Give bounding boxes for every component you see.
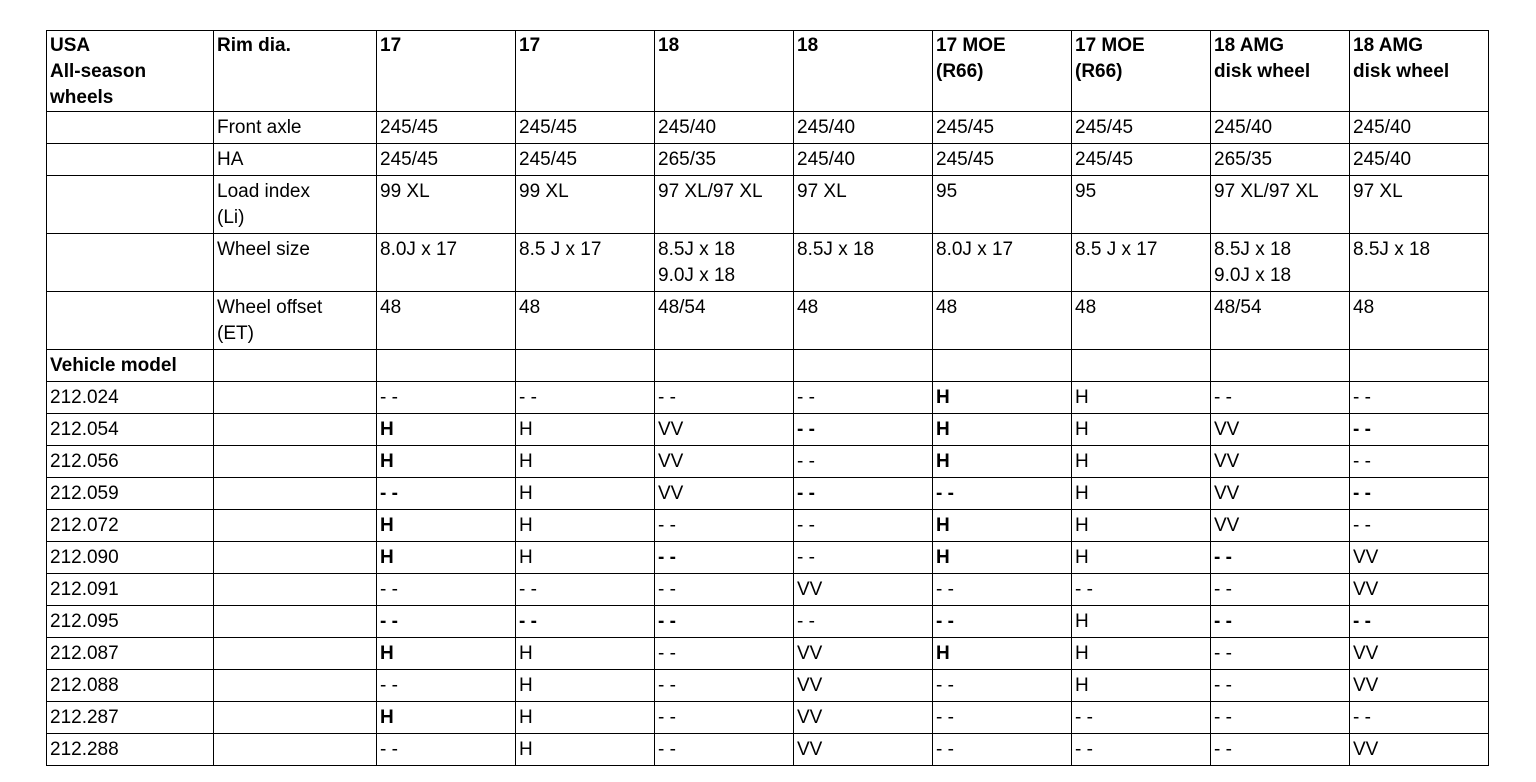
spec-row (47, 144, 1489, 176)
rim-dia-label: Rim dia. (214, 31, 377, 112)
fitment-cell: - - (655, 734, 794, 766)
fitment-cell: H (1072, 382, 1211, 414)
vehicle-model-cell: 212.091 (47, 574, 214, 606)
empty-cell (47, 112, 214, 144)
fitment-cell: - - (794, 446, 933, 478)
fitment-cell: - - (933, 702, 1072, 734)
column-header: 17 MOE (R66) (933, 31, 1072, 112)
spec-value: 265/35 (1211, 144, 1350, 176)
fitment-cell: - - (1350, 414, 1489, 446)
spec-value: 245/40 (1350, 112, 1489, 144)
table-row (47, 702, 1489, 734)
spec-value: 97 XL/97 XL (655, 176, 794, 234)
column-header: 17 (377, 31, 516, 112)
spec-value: 8.5 J x 17 (1072, 234, 1211, 292)
empty-cell (214, 382, 377, 414)
empty-cell (214, 446, 377, 478)
fitment-cell: H (516, 446, 655, 478)
table-body (47, 31, 1489, 766)
fitment-cell: - - (933, 478, 1072, 510)
spec-value: 48 (933, 292, 1072, 350)
fitment-cell: - - (933, 606, 1072, 638)
table-row (47, 574, 1489, 606)
fitment-cell: - - (516, 574, 655, 606)
fitment-cell: - - (1211, 382, 1350, 414)
fitment-cell: H (377, 702, 516, 734)
spec-value: 97 XL/97 XL (1211, 176, 1350, 234)
fitment-cell: - - (655, 606, 794, 638)
vehicle-model-cell: 212.087 (47, 638, 214, 670)
fitment-cell: VV (1350, 638, 1489, 670)
spec-value: 48 (1350, 292, 1489, 350)
empty-cell (214, 510, 377, 542)
fitment-cell: VV (655, 414, 794, 446)
spec-row (47, 112, 1489, 144)
spec-label: Wheel size (214, 234, 377, 292)
wheel-compatibility-table (46, 30, 1489, 766)
column-header: 18 AMG disk wheel (1211, 31, 1350, 112)
fitment-cell: - - (655, 510, 794, 542)
empty-cell (1072, 350, 1211, 382)
fitment-cell: - - (933, 670, 1072, 702)
empty-cell (214, 606, 377, 638)
fitment-cell: H (516, 702, 655, 734)
fitment-cell: VV (794, 638, 933, 670)
column-header: 18 AMG disk wheel (1350, 31, 1489, 112)
spec-value: 8.5J x 18 9.0J x 18 (655, 234, 794, 292)
fitment-cell: VV (655, 478, 794, 510)
spec-value: 8.5J x 18 (1350, 234, 1489, 292)
empty-cell (794, 350, 933, 382)
fitment-cell: - - (516, 606, 655, 638)
table-row (47, 510, 1489, 542)
fitment-cell: - - (1211, 606, 1350, 638)
column-header: 18 (655, 31, 794, 112)
spec-value: 48/54 (1211, 292, 1350, 350)
spec-value: 99 XL (377, 176, 516, 234)
empty-cell (214, 670, 377, 702)
empty-cell (1211, 350, 1350, 382)
spec-value: 48 (1072, 292, 1211, 350)
fitment-cell: H (933, 542, 1072, 574)
fitment-cell: - - (655, 638, 794, 670)
fitment-cell: H (516, 510, 655, 542)
fitment-cell: H (516, 670, 655, 702)
fitment-cell: - - (1350, 510, 1489, 542)
fitment-cell: - - (1350, 478, 1489, 510)
vehicle-model-row (47, 350, 1489, 382)
fitment-cell: - - (1350, 446, 1489, 478)
fitment-cell: H (1072, 670, 1211, 702)
fitment-cell: H (933, 510, 1072, 542)
fitment-cell: - - (655, 574, 794, 606)
empty-cell (47, 234, 214, 292)
fitment-cell: VV (794, 670, 933, 702)
fitment-cell: H (516, 478, 655, 510)
fitment-cell: - - (794, 382, 933, 414)
column-header: 18 (794, 31, 933, 112)
fitment-cell: VV (794, 734, 933, 766)
fitment-cell: - - (1350, 382, 1489, 414)
fitment-cell: H (1072, 510, 1211, 542)
vehicle-model-cell: 212.090 (47, 542, 214, 574)
fitment-cell: - - (1072, 574, 1211, 606)
fitment-cell: VV (1211, 446, 1350, 478)
header-row (47, 31, 1489, 112)
fitment-cell: - - (1350, 702, 1489, 734)
fitment-cell: VV (1211, 478, 1350, 510)
fitment-cell: H (933, 414, 1072, 446)
spec-value: 97 XL (1350, 176, 1489, 234)
spec-value: 8.5 J x 17 (516, 234, 655, 292)
spec-value: 245/45 (516, 112, 655, 144)
fitment-cell: H (377, 510, 516, 542)
column-header: 17 MOE (R66) (1072, 31, 1211, 112)
spec-row (47, 234, 1489, 292)
spec-label: Load index (Li) (214, 176, 377, 234)
spec-value: 245/45 (377, 144, 516, 176)
fitment-cell: - - (377, 606, 516, 638)
vehicle-model-cell: 212.024 (47, 382, 214, 414)
fitment-cell: - - (655, 702, 794, 734)
empty-cell (47, 292, 214, 350)
fitment-cell: - - (377, 734, 516, 766)
fitment-cell: VV (794, 702, 933, 734)
table-row (47, 446, 1489, 478)
empty-cell (214, 542, 377, 574)
fitment-cell: - - (1211, 702, 1350, 734)
table-row (47, 734, 1489, 766)
fitment-cell: - - (794, 510, 933, 542)
fitment-cell: VV (1350, 542, 1489, 574)
fitment-cell: H (377, 446, 516, 478)
fitment-cell: - - (1211, 734, 1350, 766)
fitment-cell: - - (1072, 702, 1211, 734)
empty-cell (214, 734, 377, 766)
spec-value: 245/45 (933, 144, 1072, 176)
fitment-cell: - - (794, 478, 933, 510)
fitment-cell: - - (1350, 606, 1489, 638)
spec-value: 265/35 (655, 144, 794, 176)
spec-value: 8.0J x 17 (377, 234, 516, 292)
spec-label: Wheel offset (ET) (214, 292, 377, 350)
fitment-cell: H (1072, 446, 1211, 478)
table-row (47, 478, 1489, 510)
spec-value: 8.5J x 18 (794, 234, 933, 292)
vehicle-model-cell: 212.056 (47, 446, 214, 478)
fitment-cell: H (516, 734, 655, 766)
vehicle-model-cell: 212.095 (47, 606, 214, 638)
fitment-cell: - - (655, 542, 794, 574)
vehicle-model-cell: 212.288 (47, 734, 214, 766)
fitment-cell: H (933, 638, 1072, 670)
fitment-cell: - - (933, 574, 1072, 606)
fitment-cell: - - (655, 670, 794, 702)
spec-value: 245/45 (516, 144, 655, 176)
table-row (47, 414, 1489, 446)
spec-value: 245/45 (1072, 112, 1211, 144)
spec-value: 48/54 (655, 292, 794, 350)
fitment-cell: H (1072, 638, 1211, 670)
fitment-cell: H (377, 414, 516, 446)
fitment-cell: - - (794, 414, 933, 446)
spec-value: 95 (933, 176, 1072, 234)
fitment-cell: - - (1211, 670, 1350, 702)
fitment-cell: H (933, 446, 1072, 478)
spec-value: 245/40 (794, 112, 933, 144)
fitment-cell: H (1072, 478, 1211, 510)
spec-value: 245/40 (794, 144, 933, 176)
fitment-cell: VV (794, 574, 933, 606)
spec-row (47, 176, 1489, 234)
fitment-cell: - - (516, 382, 655, 414)
fitment-cell: H (377, 542, 516, 574)
spec-value: 48 (516, 292, 655, 350)
spec-value: 245/40 (1211, 112, 1350, 144)
fitment-cell: H (1072, 606, 1211, 638)
spec-value: 245/45 (933, 112, 1072, 144)
fitment-cell: VV (1211, 414, 1350, 446)
empty-cell (47, 176, 214, 234)
fitment-cell: VV (655, 446, 794, 478)
spec-row (47, 292, 1489, 350)
fitment-cell: H (516, 638, 655, 670)
column-header: 17 (516, 31, 655, 112)
spec-value: 8.0J x 17 (933, 234, 1072, 292)
fitment-cell: - - (794, 542, 933, 574)
empty-cell (214, 574, 377, 606)
empty-cell (214, 478, 377, 510)
fitment-cell: - - (1211, 638, 1350, 670)
fitment-cell: - - (933, 734, 1072, 766)
fitment-cell: VV (1211, 510, 1350, 542)
empty-cell (214, 702, 377, 734)
table-row (47, 606, 1489, 638)
empty-cell (377, 350, 516, 382)
spec-value: 245/40 (1350, 144, 1489, 176)
empty-cell (516, 350, 655, 382)
spec-value: 8.5J x 18 9.0J x 18 (1211, 234, 1350, 292)
empty-cell (1350, 350, 1489, 382)
fitment-cell: - - (377, 382, 516, 414)
vehicle-model-cell: 212.088 (47, 670, 214, 702)
spec-value: 245/45 (377, 112, 516, 144)
empty-cell (655, 350, 794, 382)
fitment-cell: - - (377, 478, 516, 510)
vehicle-model-cell: 212.054 (47, 414, 214, 446)
spec-value: 48 (377, 292, 516, 350)
spec-label: HA (214, 144, 377, 176)
fitment-cell: VV (1350, 734, 1489, 766)
fitment-cell: - - (377, 670, 516, 702)
empty-cell (47, 144, 214, 176)
fitment-cell: VV (1350, 670, 1489, 702)
table-row (47, 638, 1489, 670)
empty-cell (214, 414, 377, 446)
vehicle-model-label: Vehicle model (47, 350, 214, 382)
table-row (47, 542, 1489, 574)
fitment-cell: H (516, 542, 655, 574)
fitment-cell: - - (794, 606, 933, 638)
fitment-cell: H (933, 382, 1072, 414)
spec-value: 245/45 (1072, 144, 1211, 176)
fitment-cell: H (516, 414, 655, 446)
fitment-cell: - - (1211, 542, 1350, 574)
fitment-cell: - - (655, 382, 794, 414)
spec-value: 99 XL (516, 176, 655, 234)
empty-cell (214, 350, 377, 382)
header-label: USA All-season wheels (47, 31, 214, 112)
table-row (47, 382, 1489, 414)
spec-value: 95 (1072, 176, 1211, 234)
vehicle-model-cell: 212.072 (47, 510, 214, 542)
vehicle-model-cell: 212.287 (47, 702, 214, 734)
fitment-cell: - - (1072, 734, 1211, 766)
spec-value: 97 XL (794, 176, 933, 234)
fitment-cell: - - (377, 574, 516, 606)
spec-value: 245/40 (655, 112, 794, 144)
fitment-cell: H (1072, 542, 1211, 574)
empty-cell (214, 638, 377, 670)
fitment-cell: H (377, 638, 516, 670)
fitment-cell: VV (1350, 574, 1489, 606)
fitment-cell: - - (1211, 574, 1350, 606)
table-row (47, 670, 1489, 702)
vehicle-model-cell: 212.059 (47, 478, 214, 510)
spec-label: Front axle (214, 112, 377, 144)
spec-value: 48 (794, 292, 933, 350)
fitment-cell: H (1072, 414, 1211, 446)
empty-cell (933, 350, 1072, 382)
